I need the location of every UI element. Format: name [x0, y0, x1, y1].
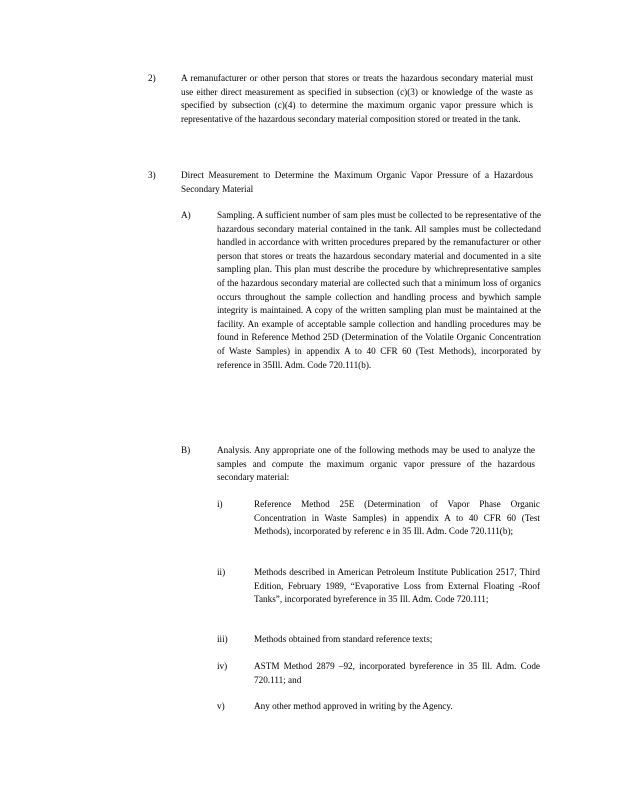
item-3-label: 3)	[148, 170, 156, 180]
sub-item-iv-label: iv)	[217, 661, 228, 671]
sub-item-ii-label: ii)	[217, 567, 226, 577]
sub-item-v-text	[254, 700, 540, 714]
sub-item-ii-paragraph: Methods described in American Petroleum Institute Publication 2517, Third Edition, February 1989, “Evaporative Loss from External Floating -Roof Tanks”, incorporated byreference in 35 Ill. Adm. Code 720.111;	[254, 567, 540, 605]
sub-item-v-paragraph: Any other method approved in writing by the Agency.	[254, 701, 453, 711]
item-b-label: B)	[181, 445, 191, 455]
item-a-paragraph: Sampling. A sufficient number of sam ples must be collected to be representative of the hazardous secondary material contained in the tank. All samples must be collectedand handled in accordance with written procedures prepared by the remanufacturer or other person that stores or treats the hazardous secondary material and documented in a site sampling plan. This plan must describe the procedure by whichrepresentative samples of the hazardous secondary material are collected such that a minimum loss of organics occurs throughout the sample collection and handling process and bywhich sample integrity is maintained. A copy of the written sampling plan must be maintained at the facility. An example of acceptable sample collection and handling procedures may be found in Reference Method 25D (Determination of the Volatile Organic Concentration of Waste Samples) in appendix A to 40 CFR 60 (Test Methods), incorporated by reference in 35Ill. Adm. Code 720.111(b).	[217, 210, 541, 370]
sub-item-iv-paragraph: ASTM Method 2879 –92, incorporated byreference in 35 Ill. Adm. Code 720.111; and	[254, 661, 540, 685]
sub-item-iii-text	[254, 633, 540, 647]
sub-item-iii-paragraph: Methods obtained from standard reference texts;	[254, 634, 433, 644]
sub-item-ii-text	[254, 566, 540, 607]
sub-item-iii-label: iii)	[217, 634, 228, 644]
sub-item-iv-text	[254, 660, 540, 687]
item-b-paragraph: Analysis. Any appropriate one of the following methods may be used to analyze the samples and compute the maximum organic vapor pressure of the hazardous secondary material:	[217, 445, 535, 483]
item-a-label: A)	[181, 210, 191, 220]
item-3-paragraph: Direct Measurement to Determine the Maximum Organic Vapor Pressure of a Hazardous Secondary Material	[181, 170, 533, 194]
item-3-heading	[181, 169, 533, 196]
sub-item-v-label: v)	[217, 701, 225, 711]
item-a-text	[217, 209, 541, 372]
sub-item-i-text	[254, 498, 540, 539]
item-2-paragraph: A remanufacturer or other person that stores or treats the hazardous secondary material must use either direct measurement as specified in subsection (c)(3) or knowledge of the waste as specified by subsection (c)(4) to determine the maximum organic vapor pressure which is representative of the hazardous secondary material composition stored or treated in the tank.	[181, 73, 533, 124]
item-2-text	[181, 72, 533, 126]
item-b-text	[217, 444, 535, 485]
sub-item-i-paragraph: Reference Method 25E (Determination of Vapor Phase Organic Concentration in Waste Samples) in appendix A to 40 CFR 60 (Test Methods), incorporated by referenc e in 35 Ill. Adm. Code 720.111(b);	[254, 499, 540, 537]
item-2-label: 2)	[148, 73, 156, 83]
sub-item-i-label: i)	[217, 499, 223, 509]
